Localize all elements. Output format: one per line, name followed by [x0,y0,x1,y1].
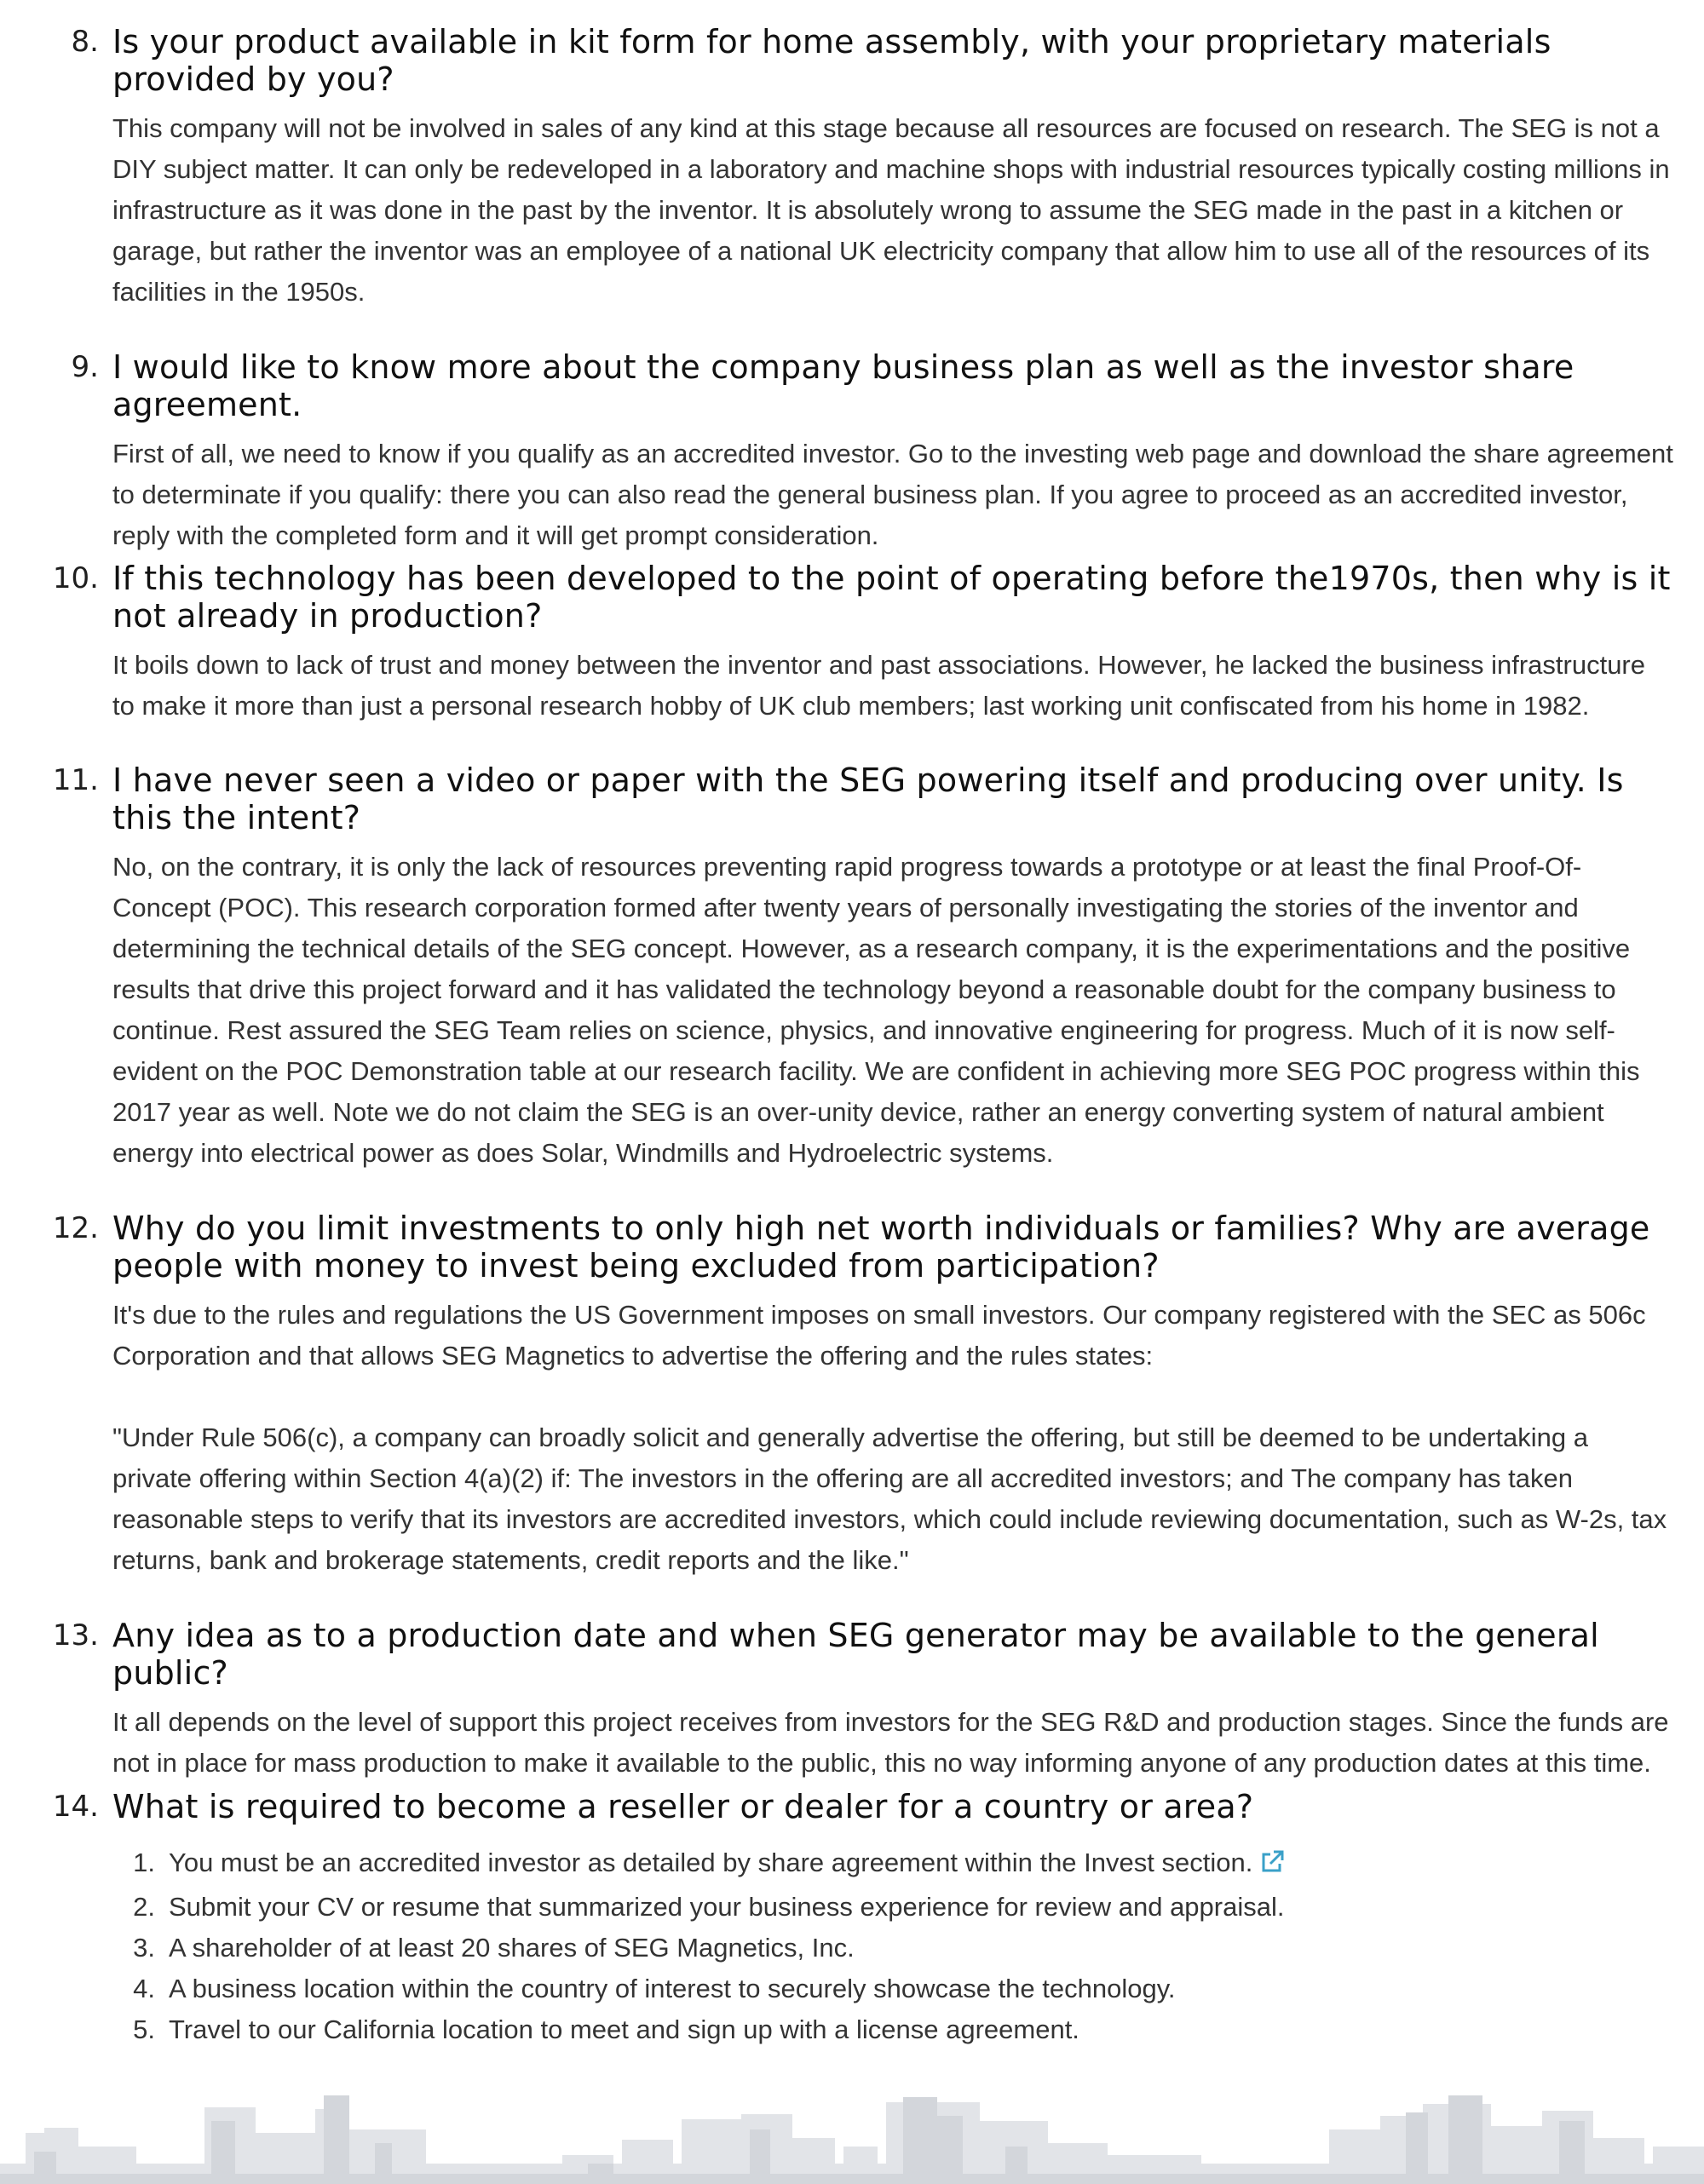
faq-item-14 [51,1788,1674,2050]
list-item-number: 5. [133,2014,155,2044]
list-item [112,1928,1674,1968]
faq-item-11 [51,762,1674,1174]
question-text: If this technology has been developed to the point of operating before the1970s, then why is it not already in production? [112,560,1671,635]
list-item [112,2009,1674,2050]
question-text: Any idea as to a production date and when SEG generator may be available to the general public? [112,1617,1599,1692]
list-item-number: 3. [133,1933,155,1963]
list-item-text: You must be an accredited investor as detailed by share agreement within the Invest section. [169,1848,1253,1877]
answer-text [112,434,1674,556]
question-text: I have never seen a video or paper with the SEG powering itself and producing over unity. Is this the intent? [112,762,1624,836]
answer-paragraph: It's due to the rules and regulations the US Government imposes on small investors. Our company registered with the SEC as 506c Corporation and that allows SEG Magnetics to advertise the offering and the rules states: [112,1300,1646,1371]
question-number: 13. [52,1618,99,1652]
question-text: Why do you limit investments to only high net worth individuals or families? Why are average people with money to invest being excluded from participation? [112,1210,1650,1285]
rule-506c-quote: "Under Rule 506(c), a company can broadly solicit and generally advertise the offering, but still be deemed to be undertaking a private offering within Section 4(a)(2) if: The investors in the offering are all accredited investors; and The company has taken reasonable steps to verify that its investors are accredited investors, which could include reviewing documentation, such as W-2s, tax returns, bank and brokerage statements, credit reports and the like." [112,1422,1667,1575]
answer-text [112,645,1674,727]
city-skyline-footer-image [0,2095,1704,2184]
faq-item-12 [51,1210,1674,1581]
answer-paragraph: No, on the contrary, it is only the lack of resources preventing rapid progress towards a prototype or at least the final Proof-Of-Concept (POC). This research corporation formed after twenty years of personally investigating the stories of the inventor and determining the technical details of the SEG concept. However, as a research company, it is the experimentations and the positive results that drive this project forward and it has validated the technology beyond a reasonable doubt for the company business to continue. Rest assured the SEG Team relies on science, physics, and innovative engineering for progress. Much of it is now self-evident on the POC Demonstration table at our research facility. We are confident in achieving more SEG POC progress within this 2017 year as well. Note we do not claim the SEG is an over-unity device, rather an energy converting system of natural ambient energy into electrical power as does Solar, Windmills and Hydroelectric systems. [112,852,1640,1168]
answer-text [112,847,1674,1174]
list-item-text: A business location within the country of interest to securely showcase the technology. [169,1974,1176,2003]
list-item-text: Travel to our California location to meet and sign up with a license agreement. [169,2014,1079,2044]
list-item-text: Submit your CV or resume that summarized your business experience for review and appraisal. [169,1892,1285,1922]
answer-paragraph: This company will not be involved in sales of any kind at this stage because all resources are focused on research. The SEG is not a DIY subject matter. It can only be redeveloped in a laboratory and machine shops with industrial resources typically costing millions in infrastructure as it was done in the past by the inventor. It is absolutely wrong to assume the SEG made in the past in a kitchen or garage, but rather the inventor was an employee of a national UK electricity company that allow him to use all of the resources of its facilities in the 1950s. [112,113,1670,307]
question-number: 8. [71,25,99,59]
answer-text [112,108,1674,313]
external-link-icon[interactable] [1259,1846,1285,1887]
question-text: Is your product available in kit form for home assembly, with your proprietary materials provided by you? [112,23,1551,98]
answer-paragraph: It all depends on the level of support this project receives from investors for the SEG R&D and production stages. Since the funds are not in place for mass production to make it available to the public, this no way informing anyone of any production dates at this time. [112,1707,1669,1778]
reseller-requirements-list [112,1842,1674,2050]
answer-text [112,1295,1674,1581]
answer-paragraph: It boils down to lack of trust and money between the inventor and past associations. However, he lacked the business infrastructure to make it more than just a personal research hobby of UK club members; last working unit confiscated from his home in 1982. [112,650,1645,721]
list-item [112,1968,1674,2009]
question-number: 11. [52,763,99,797]
question-text: What is required to become a reseller or dealer for a country or area? [112,1788,1254,1825]
list-item-text: A shareholder of at least 20 shares of SEG Magnetics, Inc. [169,1933,855,1963]
list-item-number: 2. [133,1892,155,1922]
faq-item-8 [51,23,1674,313]
list-item-number: 1. [133,1848,155,1877]
question-number: 14. [52,1790,99,1824]
question-number: 12. [52,1211,99,1245]
faq-item-10 [51,560,1674,727]
question-number: 9. [71,350,99,384]
list-item [112,1887,1674,1928]
faq-item-9 [51,348,1674,556]
faq-item-13 [51,1617,1674,1784]
question-text: I would like to know more about the company business plan as well as the investor share agreement. [112,348,1574,423]
answer-paragraph: First of all, we need to know if you qualify as an accredited investor. Go to the investing web page and download the share agreement to determinate if you qualify: there you can also read the general business plan. If you agree to proceed as an accredited investor, reply with the completed form and it will get prompt consideration. [112,439,1673,550]
list-item [112,1842,1674,1887]
list-item-number: 4. [133,1974,155,2003]
question-number: 10. [52,561,99,595]
answer-text [112,1702,1674,1784]
